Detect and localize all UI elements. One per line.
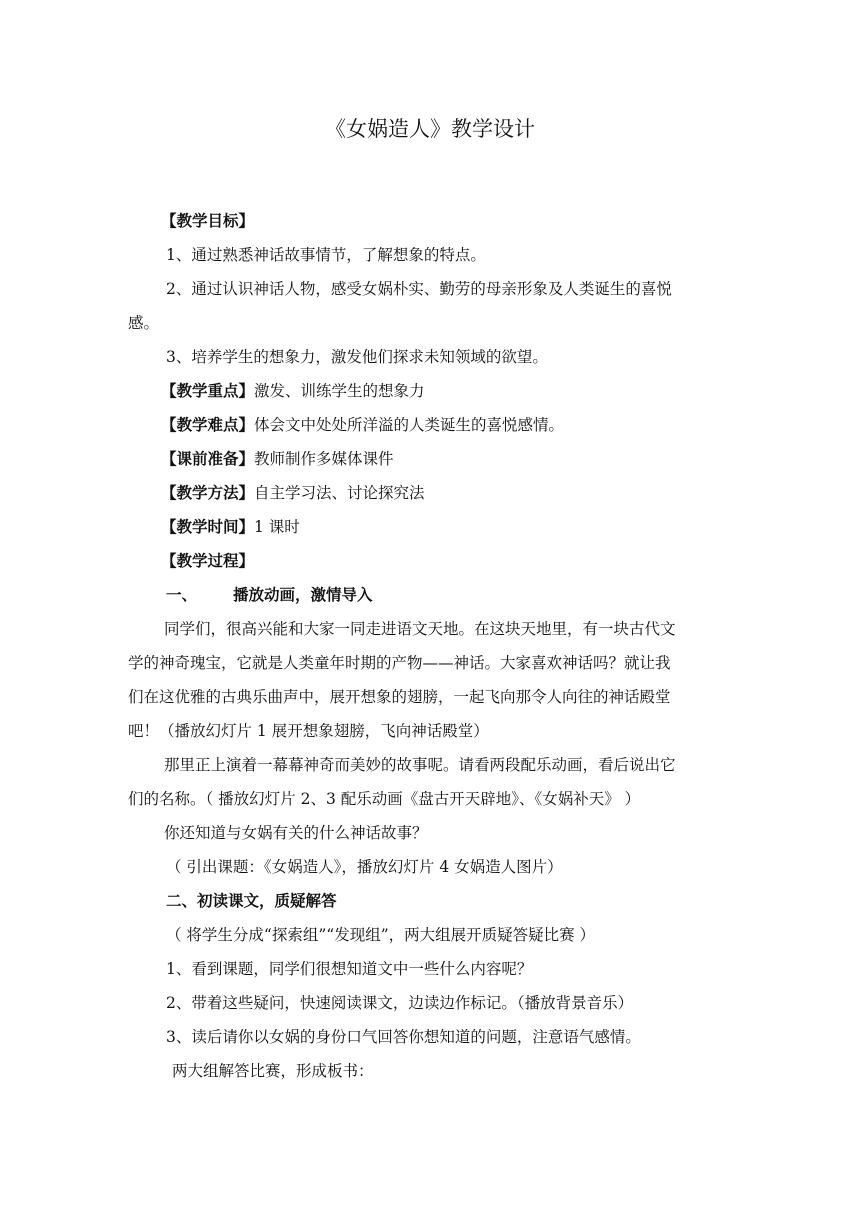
goal-item: 3、培养学生的想象力，激发他们探求未知领域的欲望。 — [166, 348, 548, 366]
document-title: 《女娲造人》教学设计 — [325, 117, 535, 141]
teaching-time — [128, 513, 732, 547]
part2-heading: 二、初读课文，质疑解答 — [166, 892, 337, 910]
preparation-text: 教师制作多媒体课件 — [254, 450, 394, 468]
note-line: （ 引出课题：《女娲造人》，播放幻灯片 4 女娲造人图片） — [166, 858, 563, 876]
question-line: 你还知道与女娲有关的什么神话故事？ — [164, 824, 428, 842]
key-point — [128, 377, 732, 411]
goal-item-continued: 感。 — [128, 314, 160, 332]
key-point-label: 【教学重点】 — [161, 382, 255, 400]
difficulty-label: 【教学难点】 — [161, 416, 255, 434]
list-item: 1、看到课题，同学们很想知道文中一些什么内容呢？ — [166, 960, 533, 978]
process-heading: 【教学过程】 — [161, 552, 255, 570]
paragraph-line: 同学们，很高兴能和大家一同走进语文天地。在这块天地里，有一块古代文 — [164, 620, 676, 638]
method — [128, 479, 732, 513]
part1-title: 播放动画，激情导入 — [233, 586, 373, 604]
list-item: 2、带着这些疑问，快速阅读课文，边读边作标记。（播放背景音乐） — [166, 994, 634, 1012]
preparation — [128, 445, 732, 479]
last-line: 两大组解答比赛，形成板书： — [172, 1062, 374, 1080]
document-body — [128, 207, 732, 1091]
paragraph-line: 们在这优雅的古典乐曲声中，展开想象的翅膀，一起飞向那令人向往的神话殿堂 — [128, 688, 671, 706]
paragraph-line: 吧！（播放幻灯片 1 展开想象翅膀，飞向神话殿堂） — [128, 722, 489, 740]
method-text: 自主学习法、讨论探究法 — [254, 484, 425, 502]
teaching-time-text: 1 课时 — [254, 518, 300, 536]
part1-number: 一、 — [166, 586, 198, 604]
goal-item: 2、通过认识神话人物，感受女娲朴实、勤劳的母亲形象及人类诞生的喜悦 — [166, 280, 672, 298]
teaching-time-label: 【教学时间】 — [161, 518, 255, 536]
key-point-text: 激发、训练学生的想象力 — [254, 382, 425, 400]
goal-item: 1、通过熟悉神话故事情节，了解想象的特点。 — [166, 246, 486, 264]
paragraph-line: 们的名称。（ 播放幻灯片 2、3 配乐动画《盘古开天辟地》、《女娲补天》 ） — [128, 790, 641, 808]
list-item: 3、读后请你以女娲的身份口气回答你想知道的问题，注意语气感情。 — [166, 1028, 641, 1046]
goals-heading: 【教学目标】 — [161, 212, 255, 230]
method-label: 【教学方法】 — [161, 484, 255, 502]
difficulty — [128, 411, 732, 445]
paragraph-line: 那里正上演着一幕幕神奇而美妙的故事呢。请看两段配乐动画，看后说出它 — [164, 756, 676, 774]
note-line: （ 将学生分成“探索组”“发现组”，两大组展开质疑答疑比赛 ） — [166, 926, 596, 944]
part1-heading — [128, 581, 732, 615]
difficulty-text: 体会文中处处所洋溢的人类诞生的喜悦感情。 — [254, 416, 565, 434]
paragraph-line: 学的神奇瑰宝，它就是人类童年时期的产物——神话。大家喜欢神话吗？就让我 — [128, 654, 671, 672]
preparation-label: 【课前准备】 — [161, 450, 255, 468]
